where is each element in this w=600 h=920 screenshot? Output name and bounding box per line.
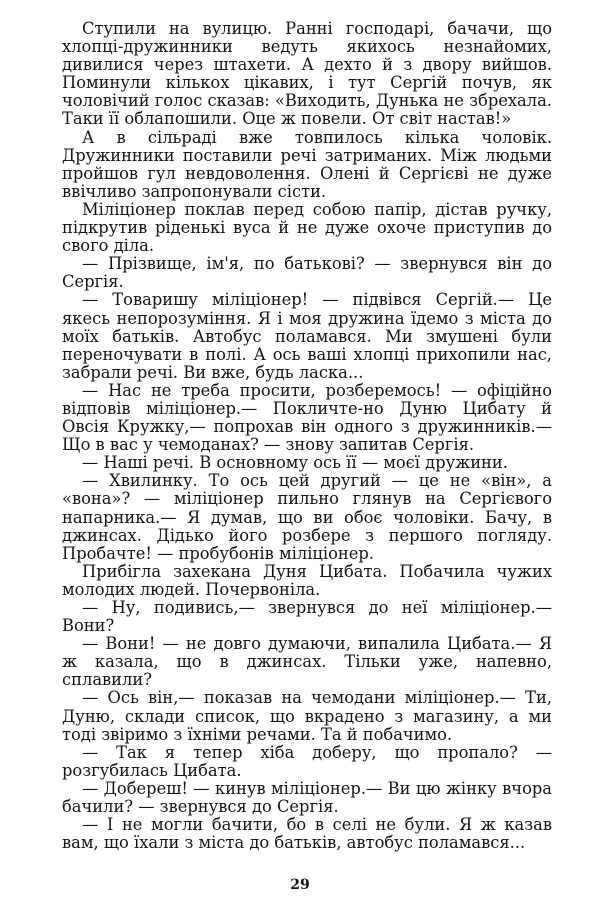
paragraph: Міліціонер поклав перед собою папір, дістав ручку, підкрутив ріденькі вуса й не дуже охоче приступив до свого діла. bbox=[62, 199, 552, 256]
paragraph: Прибігла захекана Дуня Цибата. Побачила чужих молодих людей. Почервоніла. bbox=[62, 561, 552, 599]
paragraph: — Ось він,— показав на чемодани міліціонер.— Ти, Дуню, склади список, що вкрадено з магазину, а ми тоді звіримо з їхніми речами. Та й побачимо. bbox=[62, 688, 552, 744]
paragraph: — Нас не треба просити, розберемось! — офіційно відповів міліціонер.— Покличте-но Дуню Цибату й Овсія Кружку,— попрохав він одного з дружинників.— Що в вас у чемоданах? — знову запитав Сергія. bbox=[62, 380, 552, 455]
paragraph: — Наші речі. В основному ось її — моєї дружини. bbox=[82, 453, 508, 473]
page-number: 29 bbox=[290, 877, 310, 893]
paragraph: — Вони! — не довго думаючи, випалила Цибата.— Я ж казала, що в джинсах. Тільки уже, напевно, сплавили? bbox=[62, 634, 552, 690]
paragraph: — Ну, подивись,— звернувся до неї міліціонер.— Вони? bbox=[62, 598, 552, 636]
paragraph: А в сільраді вже товпилось кілька чоловік. Дружинники поставили речі затриманих. Між людьми пройшов гул невдоволення. Олені й Сергієві не дуже ввічливо запропонували сісти. bbox=[62, 127, 552, 201]
paragraph: — І не могли бачити, бо в селі не були. Я ж казав вам, що їхали з міста до батьків, автобус поламався... bbox=[62, 815, 552, 853]
paragraph: — Добереш! — кинув міліціонер.— Ви цю жінку вчора бачили? — звернувся до Сергія. bbox=[62, 778, 552, 817]
paragraph: — Так я тепер хіба доберу, що пропало? — розгубилась Цибата. bbox=[62, 742, 552, 780]
paragraph: — Прізвище, ім'я, по батькові? — звернувся він до Сергія. bbox=[62, 254, 552, 292]
paragraph: — Товаришу міліціонер! — підвівся Сергій.— Це якесь непорозуміння. Я і моя дружина їдемо з міста до моїх батьків. Автобус поламався. Ми змушені були переночувати в полі. А ось ваші хлопці прихопили нас, забрали речі. Ви вже, будь ласка... bbox=[62, 290, 552, 382]
paragraph: — Хвилинку. То ось цей другий — це не «він», а «вона»? — міліціонер пильно глянув на Сергієвого напарника.— Я думав, що ви обоє чоловіки. Бачу, в джинсах. Дідько його розбере з першого погляду. Пробачте! — пробубонів міліціонер. bbox=[62, 471, 552, 563]
page-text bbox=[62, 20, 552, 852]
paragraph: Ступили на вулицю. Ранні господарі, бачачи, що хлопці-дружинники ведуть якихось незнайомих, дивилися через штахети. А дехто й з двору вийшов. Поминули кількох цікавих, і тут Сергій почув, як чоловічий голос сказав: «Виходить, Дунька не збрехала. Таки її облапошили. Оце ж повели. От світ настав!» bbox=[62, 19, 552, 129]
